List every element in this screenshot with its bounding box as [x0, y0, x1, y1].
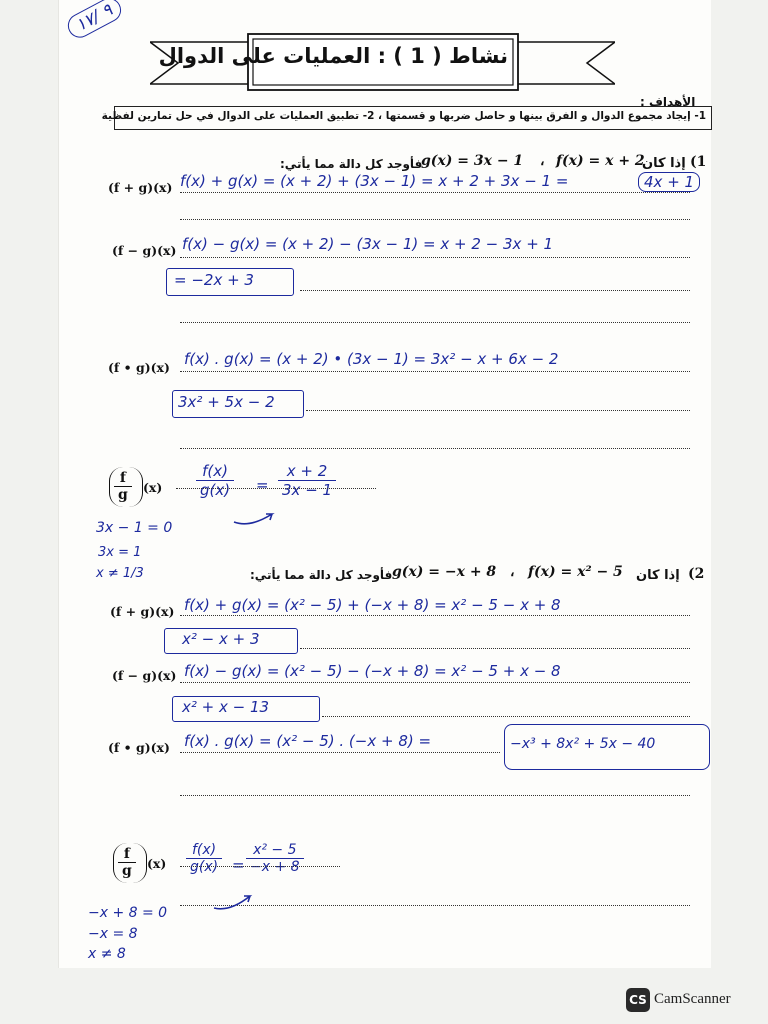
answer-line	[180, 866, 340, 867]
q2-sum-work: f(x) + g(x) = (x² − 5) + (−x + 8) = x² − 5 − x + 8	[184, 596, 561, 614]
fx-numerator: f(x)	[186, 842, 222, 859]
q2-side-note: −x = 8	[88, 926, 138, 942]
q1-prod-label: (f • g)(x)	[108, 360, 170, 375]
q1-separator: ،	[540, 153, 545, 169]
q1-prod-answer: 3x² + 5x − 2	[178, 393, 275, 411]
answer-line	[180, 192, 690, 193]
q1-sum-answer: 4x + 1	[638, 172, 700, 192]
camscanner-text: CamScanner	[654, 991, 731, 1007]
page-number: ٩ /١٧	[64, 0, 125, 42]
g-letter: g	[118, 487, 128, 503]
answer-line	[180, 752, 500, 753]
answer-line	[180, 371, 690, 372]
q1-instruction: فأوجد كل دالة مما يأتي:	[280, 157, 423, 171]
q2-sum-answer: x² − x + 3	[182, 630, 260, 648]
answer-line	[180, 448, 690, 449]
banner-title: نشاط ( 1 ) : العمليات على الدوال	[158, 44, 508, 68]
arrow-mark	[210, 890, 260, 914]
objectives-label: الأهداف :	[640, 95, 696, 109]
q2-diff-label: (f − g)(x)	[112, 668, 177, 683]
f-letter: f	[114, 470, 132, 487]
answer-line	[300, 648, 690, 649]
g-letter: g	[122, 863, 132, 879]
q1-quot-equals: =	[256, 476, 269, 494]
q1-g-def: g(x) = 3x − 1	[421, 153, 524, 169]
camscanner-logo: CS	[626, 988, 650, 1012]
answer-line	[180, 615, 690, 616]
quot-numerator: x + 2	[278, 462, 336, 481]
q1-quot-paren	[109, 467, 143, 507]
gx-denominator: g(x)	[200, 481, 231, 499]
q2-side-note: x ≠ 8	[88, 946, 126, 962]
q2-number: (2	[688, 566, 705, 582]
q1-intro: إذا كان	[642, 156, 686, 171]
q2-quot-equals: =	[232, 856, 245, 874]
q1-quot-frac1	[196, 462, 234, 499]
quot-denominator: 3x − 1	[282, 481, 333, 499]
q2-quot-frac1	[186, 842, 222, 875]
q1-prod-work: f(x) . g(x) = (x + 2) • (3x − 1) = 3x² − x + 6x − 2	[184, 350, 559, 368]
q1-quot-frac2	[278, 462, 336, 499]
q2-instruction: فأوجد كل دالة مما يأتي:	[250, 568, 393, 582]
q2-prod-answer: −x³ + 8x² + 5x − 40	[510, 736, 656, 752]
q1-f-def: f(x) = x + 2	[556, 153, 645, 169]
answer-line	[180, 219, 690, 220]
q2-side-note: −x + 8 = 0	[88, 905, 168, 921]
answer-line	[306, 410, 690, 411]
answer-line	[176, 488, 376, 489]
q1-number: (1	[690, 154, 707, 170]
q1-side-note: 3x − 1 = 0	[96, 520, 173, 536]
q1-side-note: 3x = 1	[98, 545, 142, 560]
q1-sum-label: (f + g)(x)	[108, 180, 173, 195]
q2-g-def: g(x) = −x + 8	[392, 564, 497, 580]
q1-sum-work: f(x) + g(x) = (x + 2) + (3x − 1) = x + 2 + 3x − 1 =	[180, 172, 569, 190]
q2-quot-paren	[113, 843, 147, 883]
q2-diff-answer: x² + x − 13	[182, 698, 270, 716]
q2-prod-work: f(x) . g(x) = (x² − 5) . (−x + 8) =	[184, 732, 432, 750]
q2-prod-label: (f • g)(x)	[108, 740, 170, 755]
q1-diff-answer: = −2x + 3	[174, 271, 254, 289]
fx-numerator: f(x)	[196, 462, 234, 481]
answer-line	[180, 322, 690, 323]
answer-line	[322, 716, 690, 717]
f-letter: f	[118, 846, 136, 863]
quot-numerator: x² − 5	[246, 842, 304, 859]
q1-diff-label: (f − g)(x)	[112, 243, 177, 258]
answer-line	[180, 682, 690, 683]
q2-intro: إذا كان	[636, 568, 680, 583]
q2-diff-work: f(x) − g(x) = (x² − 5) − (−x + 8) = x² − 5 + x − 8	[184, 662, 561, 680]
answer-line	[180, 795, 690, 796]
arrow-mark	[230, 508, 280, 530]
objectives-text: 1- إيجاد مجموع الدوال و الفرق بينها و حاصل ضربها و قسمتها ، 2- تطبيق العمليات على الدوال في حل تمارين لفظية	[101, 110, 706, 122]
q1-quot-x: (x)	[143, 480, 163, 495]
q2-quot-x: (x)	[147, 856, 167, 871]
quot-denominator: −x + 8	[250, 859, 300, 875]
q1-diff-work: f(x) − g(x) = (x + 2) − (3x − 1) = x + 2 − 3x + 1	[182, 235, 554, 253]
q2-f-def: f(x) = x² − 5	[528, 564, 623, 580]
q2-quot-frac2	[246, 842, 304, 875]
q1-side-note: x ≠ 1/3	[96, 566, 144, 581]
answer-line	[180, 257, 690, 258]
q2-separator: ،	[510, 564, 515, 580]
gx-denominator: g(x)	[190, 859, 219, 875]
answer-line	[300, 290, 690, 291]
q2-sum-label: (f + g)(x)	[110, 604, 175, 619]
